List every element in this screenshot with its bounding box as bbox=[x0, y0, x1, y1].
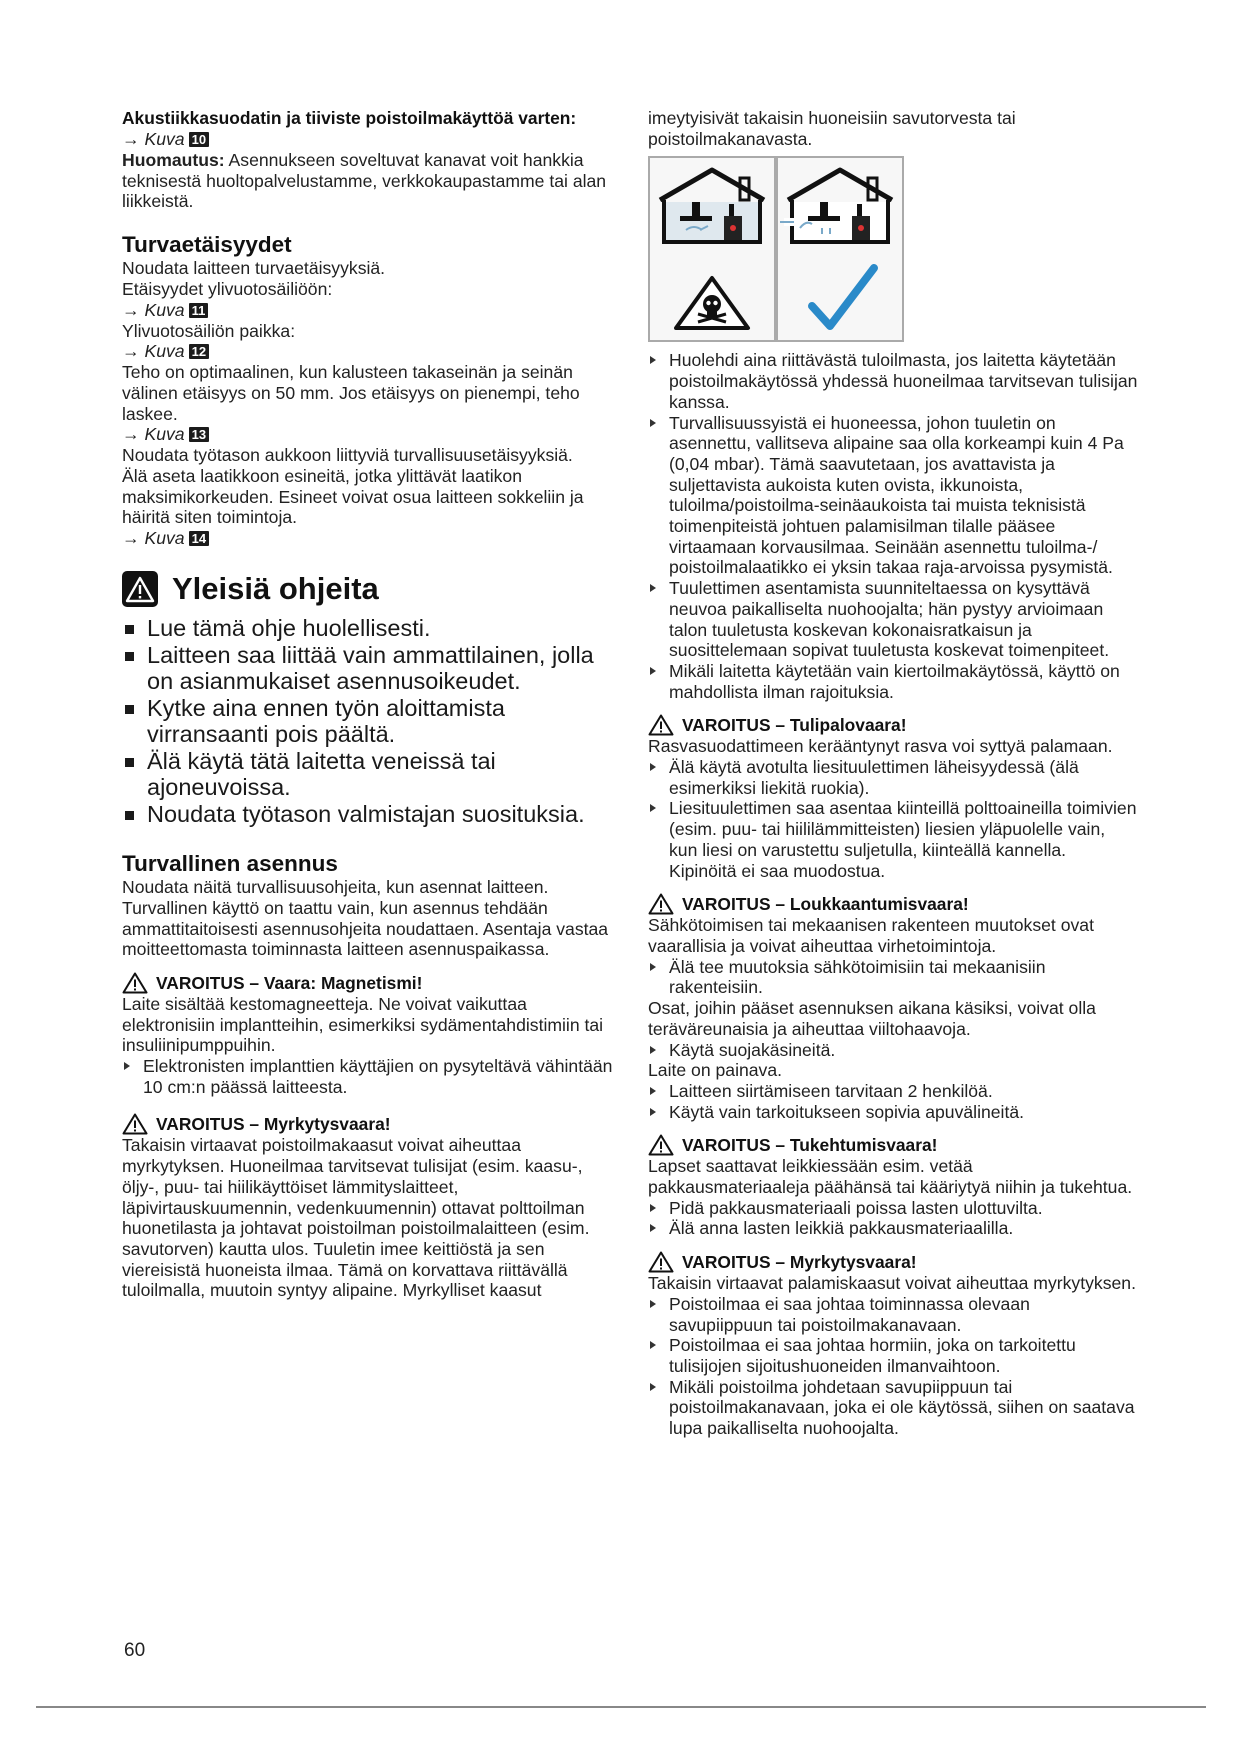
list-item: Pidä pakkausmateriaali poissa lasten ulottuvilta. bbox=[648, 1198, 1138, 1219]
list-item: Lue tämä ohje huolellisesti. bbox=[122, 615, 622, 642]
triangle-bullet-icon bbox=[650, 1046, 656, 1054]
warning-injury-list bbox=[648, 957, 1138, 998]
figure-reference: → Kuva 10 bbox=[122, 129, 622, 150]
safety-distances-line: Noudata laitteen turvaetäisyyksiä. bbox=[122, 258, 386, 279]
square-bullet-icon bbox=[125, 705, 134, 714]
list-item: Noudata työtason valmistajan suosituksia. bbox=[122, 801, 622, 828]
note-paragraph: Huomautus: Asennukseen soveltuvat kanavat voit hankkia teknisestä huoltopalvelustamme, verkkokaupastamme tai alan liikkeistä. bbox=[122, 150, 607, 212]
list-item: Laitteen saa liittää vain ammattilainen, jolla on asianmukaiset asennusoikeudet. bbox=[122, 642, 622, 695]
general-instructions-list bbox=[122, 615, 622, 827]
warning-fire-list bbox=[648, 757, 1138, 881]
list-item: Huolehdi aina riittävästä tuloilmasta, jos laitetta käytetään poistoilmakäytössä yhdessä huoneilmaa tarvitsevan tulisijan kanssa. bbox=[648, 350, 1138, 412]
list-item: Älä käytä avotulta liesituulettimen läheisyydessä (älä esimerkiksi liekitä ruokia). bbox=[648, 757, 1138, 798]
figure-reference: → Kuva 11 bbox=[122, 300, 622, 321]
list-item: Käytä vain tarkoitukseen sopivia apuvälineitä. bbox=[648, 1102, 1138, 1123]
triangle-bullet-icon bbox=[650, 667, 656, 675]
figure-reference: → Kuva 12 bbox=[122, 341, 622, 362]
acoustic-filter-heading: Akustiikkasuodatin ja tiiviste poistoilmakäyttöä varten: bbox=[122, 108, 577, 128]
triangle-bullet-icon bbox=[650, 963, 656, 971]
list-item: Elektronisten implanttien käyttäjien on pysyteltävä vähintään 10 cm:n päässä laitteesta. bbox=[122, 1056, 622, 1097]
triangle-bullet-icon bbox=[650, 1300, 656, 1308]
triangle-bullet-icon bbox=[650, 1204, 656, 1212]
square-bullet-icon bbox=[125, 811, 134, 820]
list-item: Tuulettimen asentamista suunniteltaessa on kysyttävä neuvoa paikalliselta nuohoojalta; hän pystyy arvioimaan talon tuuletusta koskevan kokonaisratkaisun ja suosittelemaan sopivat tuuletusta koskevat toimenpiteet. bbox=[648, 578, 1138, 661]
list-item: Kytke aina ennen työn aloittamista virransaanti pois päältä. bbox=[122, 695, 622, 748]
warning-suffocation-list bbox=[648, 1198, 1138, 1239]
safety-distances-paragraph: Älä aseta laatikkoon esineitä, jotka ylittävät laatikon maksimikorkeuden. Esineet voivat osua laitteen sokkeliin ja häiritä siten toimintoja. bbox=[122, 466, 584, 528]
figure-reference: → Kuva 13 bbox=[122, 424, 622, 445]
house-hood-danger-icon bbox=[650, 158, 774, 340]
right-column bbox=[648, 108, 1138, 1439]
triangle-bullet-icon bbox=[650, 356, 656, 364]
square-bullet-icon bbox=[125, 625, 134, 634]
figure-number-badge: 12 bbox=[189, 344, 209, 359]
warning-triangle-icon bbox=[122, 1113, 148, 1135]
warning-injury-text: Sähkötoimisen tai mekaanisen rakenteen muutokset ovat vaarallisia ja voivat aiheuttaa virhetoimintoja. bbox=[648, 915, 1094, 956]
warning-magnetism-heading: VAROITUS – Vaara: Magnetismi! bbox=[122, 972, 622, 994]
warning-poisoning-list bbox=[648, 1294, 1138, 1439]
warning-injury-text: Osat, joihin pääset asennuksen aikana käsiksi, voivat olla teräväreunaisia ja aiheuttaa viiltohaavoja. bbox=[648, 998, 1096, 1039]
continued-paragraph: imeytyisivät takaisin huoneisiin savutorvesta tai poistoilmakanavasta. bbox=[648, 108, 1016, 149]
list-item: Turvallisuussyistä ei huoneessa, johon tuuletin on asennettu, vallitseva alipaine saa olla korkeampi kuin 4 Pa (0,04 mbar). Tämä saavutetaan, jos avattavista ja suljettavista aukoista kuten ovista, ikkunoista, tuloilma/poistoilma-seinäaukoista tai muista teknisistä toimenpiteistä johtuen palamisilman tilalle pääsee virtaamaan korvausilmaa. Seinään asennettu tuloilma-/ poistoilmalaatikko ei yksin takaa raja-arvoissa pysymistä. bbox=[648, 413, 1138, 579]
figure-number-badge: 13 bbox=[189, 427, 209, 442]
warning-triangle-icon bbox=[648, 1251, 674, 1273]
warning-poisoning-text: Takaisin virtaavat palamiskaasut voivat aiheuttaa myrkytyksen. bbox=[648, 1273, 1136, 1294]
square-bullet-icon bbox=[125, 652, 134, 661]
warning-suffocation-text: Lapset saattavat leikkiessään esim. vetää pakkausmateriaaleja päähänsä tai kääriytyä niihin ja tukehtua. bbox=[648, 1156, 1133, 1198]
warning-fire-heading: VAROITUS – Tulipalovaara! bbox=[648, 714, 1138, 736]
list-item: Älä käytä tätä laitetta veneissä tai ajoneuvoissa. bbox=[122, 748, 622, 801]
safety-distances-paragraph: Teho on optimaalinen, kun kalusteen takaseinän ja seinän välinen etäisyys on 50 mm. Jos etäisyys on pienempi, teho laskee. bbox=[122, 362, 580, 424]
illustration-panel-danger bbox=[648, 156, 776, 342]
warning-fire-text: Rasvasuodattimeen kerääntynyt rasva voi syttyä palamaan. bbox=[648, 736, 1113, 757]
safe-installation-paragraph: Noudata näitä turvallisuusohjeita, kun asennat laitteen. bbox=[122, 877, 549, 898]
note-label: Huomautus: bbox=[122, 150, 225, 170]
warning-magnetism-text: Laite sisältää kestomagneetteja. Ne voivat vaikuttaa elektronisiin implantteihin, esimerkiksi sydämentahdistimiin tai insuliinipumppuihin. bbox=[122, 993, 604, 1056]
left-column bbox=[122, 108, 622, 1301]
illustration-panel-ok bbox=[776, 156, 904, 342]
warning-triangle-icon bbox=[648, 893, 674, 915]
warning-injury-text: Laite on painava. bbox=[648, 1060, 783, 1081]
poisoning-measures-list bbox=[648, 350, 1138, 702]
figure-number-badge: 11 bbox=[189, 303, 209, 318]
arrow-icon: → bbox=[122, 341, 140, 362]
warning-poisoning-heading: VAROITUS – Myrkytysvaara! bbox=[648, 1251, 1138, 1273]
safe-installation-paragraph: Turvallinen käyttö on taattu vain, kun asennus tehdään ammattitaitoisesti asennusohjeita noudattaen. Asentaja vastaa moitteettomasta toiminnasta laitteen asennuspaikassa. bbox=[122, 897, 609, 960]
figure-number-badge: 10 bbox=[189, 132, 209, 147]
triangle-bullet-icon bbox=[650, 419, 656, 427]
page-number: 60 bbox=[124, 1640, 146, 1661]
triangle-bullet-icon bbox=[650, 1383, 656, 1391]
general-instructions-heading bbox=[122, 569, 622, 609]
figure-number-badge: 14 bbox=[189, 531, 209, 546]
warning-triangle-icon bbox=[122, 972, 148, 994]
warning-magnetism-list bbox=[122, 1056, 622, 1097]
safety-distances-line: Etäisyydet ylivuotosäiliöön: bbox=[122, 278, 333, 299]
arrow-icon: → bbox=[122, 528, 140, 549]
list-item: Poistoilmaa ei saa johtaa toiminnassa olevaan savupiippuun tai poistoilmakanavaan. bbox=[648, 1294, 1138, 1335]
warning-suffocation-heading: VAROITUS – Tukehtumisvaara! bbox=[648, 1134, 1138, 1156]
list-item: Älä anna lasten leikkiä pakkausmateriaalilla. bbox=[648, 1218, 1138, 1239]
warning-triangle-icon bbox=[648, 1134, 674, 1156]
list-item: Liesituulettimen saa asentaa kiinteillä polttoaineilla toimivien (esim. puu- tai hiililämmitteisten) liesien yläpuolelle vain, kun liesi on varustettu suljetulla, kiinteällä kannella. Kipinöitä ei saa muodostua. bbox=[648, 798, 1138, 881]
triangle-bullet-icon bbox=[650, 763, 656, 771]
list-item: Laitteen siirtämiseen tarvitaan 2 henkilöä. bbox=[648, 1081, 1138, 1102]
warning-injury-list bbox=[648, 1081, 1138, 1122]
list-item: Mikäli poistoilma johdetaan savupiippuun tai poistoilmakanavaan, joka ei ole käytössä, siihen on saatava lupa paikalliselta nuohoojalta. bbox=[648, 1377, 1138, 1439]
list-item: Mikäli laitetta käytetään vain kiertoilmakäytössä, käyttö on mahdollista ilman rajoituksia. bbox=[648, 661, 1138, 702]
arrow-icon: → bbox=[122, 424, 140, 445]
safety-distances-heading: Turvaetäisyydet bbox=[122, 232, 292, 258]
triangle-bullet-icon bbox=[650, 1341, 656, 1349]
triangle-bullet-icon bbox=[650, 1087, 656, 1095]
footer-divider bbox=[36, 1706, 1206, 1708]
house-hood-ok-icon bbox=[778, 158, 902, 340]
square-bullet-icon bbox=[125, 758, 134, 767]
warning-poisoning-heading: VAROITUS – Myrkytysvaara! bbox=[122, 1113, 622, 1135]
safety-distances-paragraph: Noudata työtason aukkoon liittyviä turvallisuusetäisyyksiä. bbox=[122, 445, 573, 466]
arrow-icon: → bbox=[122, 299, 140, 320]
list-item: Poistoilmaa ei saa johtaa hormiin, joka on tarkoitettu tulisijojen sijoitushuoneiden ilmanvaihtoon. bbox=[648, 1335, 1138, 1376]
triangle-bullet-icon bbox=[650, 1224, 656, 1232]
warning-triangle-icon bbox=[648, 714, 674, 736]
triangle-bullet-icon bbox=[650, 584, 656, 592]
figure-reference: → Kuva 14 bbox=[122, 528, 622, 549]
warning-poisoning-text: Takaisin virtaavat poistoilmakaasut voivat aiheuttaa myrkytyksen. Huoneilmaa tarvitsevat tulisijat (esim. kaasu-, öljy-, puu- tai hiilikäyttöiset lämmityslaitteet, läpivirtauskuumennin, vedenkuumennin) ottavat polttoilman huonetilasta ja johtavat poistoilman poistoilmalaitteen (esim. savutorven) kautta ulos. Tuuletin imee keittiöstä ja sen viereisistä huoneista ilmaa. Tämä on korvattava riittävällä tuloilmalla, muutoin syntyy alipaine. Myrkylliset kaasut bbox=[122, 1135, 590, 1301]
list-item: Käytä suojakäsineitä. bbox=[648, 1040, 1138, 1061]
triangle-bullet-icon bbox=[650, 804, 656, 812]
warning-triangle-icon bbox=[122, 571, 158, 607]
warning-injury-heading: VAROITUS – Loukkaantumisvaara! bbox=[648, 893, 1138, 915]
arrow-icon: → bbox=[122, 129, 140, 149]
safe-installation-heading: Turvallinen asennus bbox=[122, 851, 338, 877]
exhaust-air-illustration bbox=[648, 156, 902, 344]
warning-injury-list bbox=[648, 1040, 1138, 1061]
safety-distances-line: Ylivuotosäiliön paikka: bbox=[122, 320, 296, 341]
triangle-bullet-icon bbox=[650, 1108, 656, 1116]
triangle-bullet-icon bbox=[124, 1062, 130, 1070]
general-instructions-title: Yleisiä ohjeita bbox=[172, 571, 379, 607]
list-item: Älä tee muutoksia sähkötoimisiin tai mekaanisiin rakenteisiin. bbox=[648, 957, 1138, 998]
